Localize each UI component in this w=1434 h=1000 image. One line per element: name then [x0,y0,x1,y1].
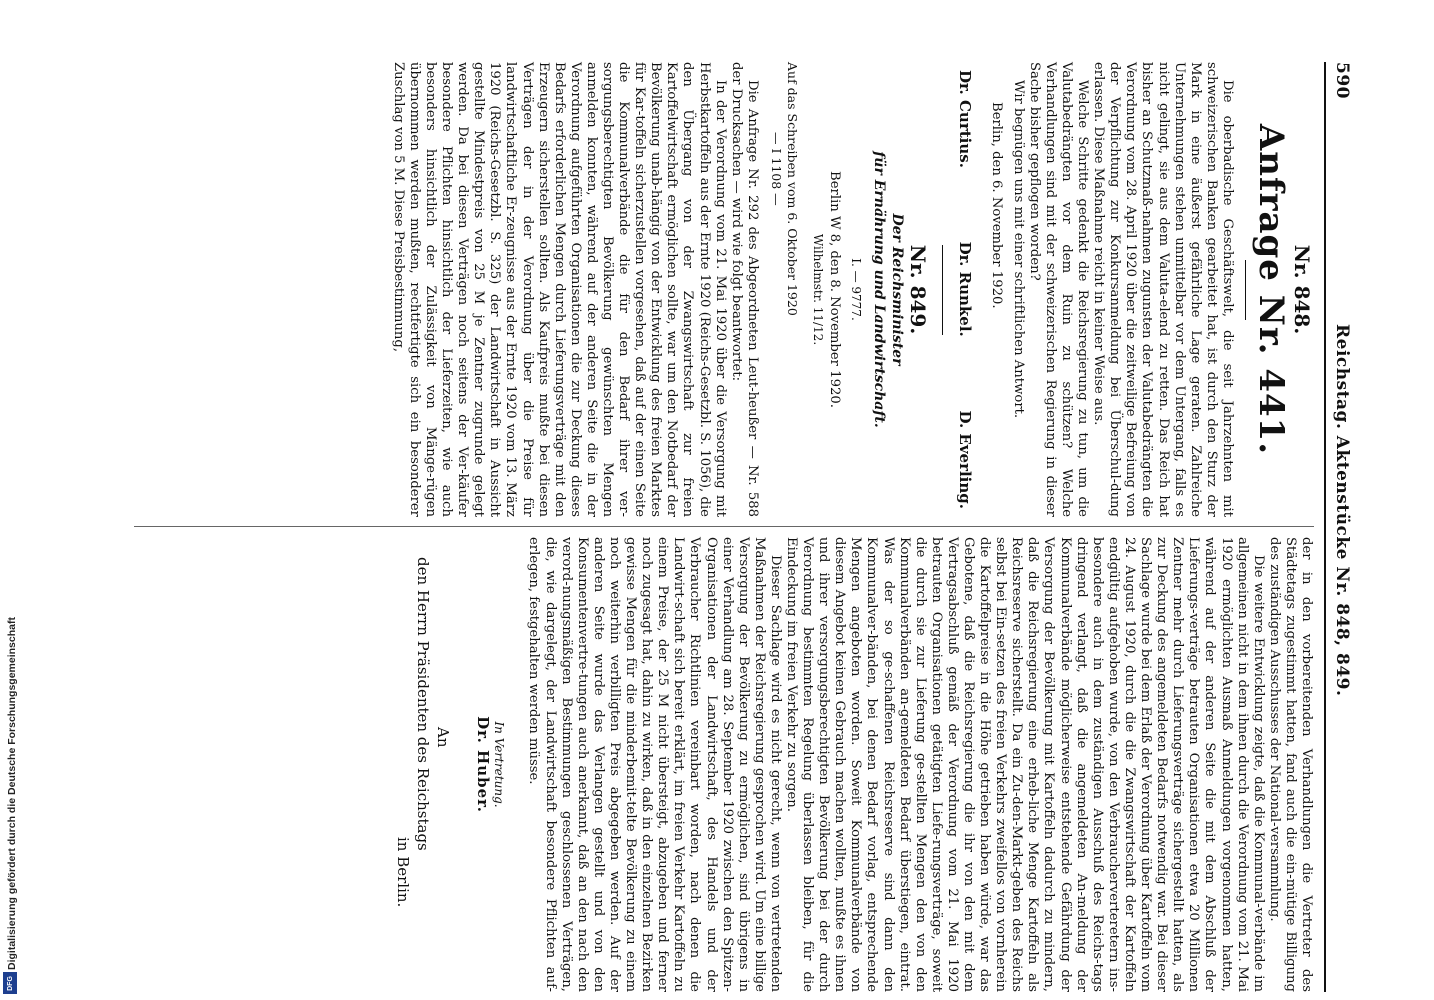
paragraph: Die oberbadische Geschäftswelt, die seit Jahrzehnten mit schweizerischen Banken gearbeitet hat, ist durch den Sturz der Mark in eine äußerst gefährliche Lage geraten. Zahlreiche Unternehmungen stehen unmittelbar vor dem Untergang, falls es nicht gelingt, sie aus dem Valuta-elend zu retten. Das Reich hat bisher an Schutzmaß-nahmen zugunsten der Valutabedrängten die Verordnung vom 28. April 1920 über die zeitweilige Befreiung von der Verpflichtung zur Konkursanmeldung bei Überschul-dung erlassen. Diese Maßnahme reicht in keiner Weise aus. [1091,62,1235,517]
divider [1245,260,1246,320]
section-number-848: Nr. 848. [1290,244,1314,335]
reference-number: I. — 9777. [849,258,864,321]
closing-signature: Dr. Huber. [474,716,493,813]
header-title: Reichstag. Aktenstücke Nr. 848, 849. [1332,324,1352,697]
reference-letter-number: — I 1108 — [768,132,784,206]
place-date: Berlin W 8, den 8. November 1920. [827,171,843,408]
running-header [1328,62,1350,992]
paragraph: Welche Schritte gedenkt die Reichsregierung zu tun, um die Valutabedrängten vor dem Ruin zu schützen? Welche Verhandlungen sind mit der schweizerischen Regierung in dieser Sache bisher gepflogen worden? [1026,62,1091,517]
column-divider [134,526,1314,527]
minister-title: Der Reichsminister [889,213,906,366]
signature: D. Everling. [956,410,975,509]
paragraph: Wir begnügen uns mit einer schriftlichen Antwort. [1010,80,1026,419]
divider [942,245,943,335]
header-rule [1324,62,1326,992]
address-line: in Berlin. [394,837,413,908]
paragraph: Die weitere Entwicklung zeigte, daß die Kommunal-verbände im allgemeinen nicht in dem ihnen durch die Verordnung vom 21. Mai 1920 ermöglichten Ausmaß Anmeldungen vorgenommen hatten, während auf der anderen Seite die mit dem Abschluß der Lieferungs-verträge betrauten Organisationen etwa 20 Millionen Zentner mehr durch Lieferungsverträge sichergestellt hatten, als zur Deckung des angemeldeten Bedarfs notwendig war. Bei dieser Sachlage wurde bei dem Erlaß der Verordnung über Kartoffeln vom 24. August 1920, durch die die Zwangswirtschaft der Kartoffeln endgültig aufgehoben wurde, von den Verbraucherverteretern ins-besondere auch in dem zuständigen Ausschuß des Reichs-tags dringend verlangt, daß die angemeldeten An-meldung der Kommunalverbände möglicherweise entstehende Gefährdung der Versorgung der Bevölkerung mit Kartoffeln dadurch zu mindern, daß die Reichsregierung eine erheb-liche Menge Kartoffeln als Reichsreserve sicherstellt. Da ein Zu-den-Markt-geben des Reichs selbst bei Ein-setzen des freien Verkehrs zweifellos von vornherein die Kartoffelpreise in die Höhe getrieben haben würde, war das Gebotene, daß die Reichsregierung die ihr von den mit dem Vertragsabschluß gemäß der Verordnung vom 21. Mai 1920 betrauten Organisationen getätigten Liefe-rungsverträge, soweit die durch sie zur Lieferung ge-stellten Mengen den von den Kommunalverbänden an-gemeldeten Bedarf überstiegen, eintrat. Was der so ge-schaffenen Reichsreserve sind dann den Kommunalver-bänden, bei denen Bedarf vorlag, entsprechende Mengen angeboten worden. Soweit Kommunalverbände von diesem Angebot keinen Gebrauch machen wollten, mußte es ihnen und ihrer versorgungsberechtigten Bevölkerung bei der durch Verordnung bestimmten Regelung überlassen bleiben, für die Eindeckung im freien Verkehr zu sorgen. [784,537,1266,992]
address-block [393,537,453,992]
paragraph: Dieser Sachlage wird es nicht gerecht, wenn von vertretenden Maßnahmen der Reichsregierung gesprochen wird. Um eine billige Versorgung der Bevölkerung zu ermöglichen, sind übrigens in einer Verhandlung am 28. September 1920 zwischen den Spitzen-Organisationen der Landwirtschaft, des Handels und der Verbraucher Richtlinien vereinbart worden, nach denen die Landwirt-schaft sich bereit erklärt, im freien Verkehr Kartoffeln zu einem Preise, der 25 M nicht übersteigt, abzugeben und ferner noch zugesagt hat, dahin zu wirken, daß in den einzelnen Bezirken gewisse Mengen für die minderbemit-telte Bevölkerung zu einem noch weiterhin verbilligten Preis abgegeben werden. Auf der anderen Seite wurde das Verlangen gestellt und von den Konsumentenvertre-tungen auch anerkannt, daß an den nach den verord-nungsmäßigen Bestimmungen geschlossenen Verträgen, die, wie dargelegt, der Landwirtschaft besondere Pflichten auf-erlegen, festgehalten werden müsse. [526,537,783,992]
inquiry-title: Anfrage Nr. 441. [1250,123,1291,456]
funding-note [6,610,18,995]
right-column [393,537,1314,992]
section-number-849: Nr. 849. [906,244,931,335]
signatures [957,62,973,517]
page-number: 590 [1332,62,1352,99]
signature: Dr. Curtius. [956,70,975,168]
address-line: den Herrn Präsidenten des Reichstags [414,557,433,851]
paragraph: In der Verordnung vom 21. Mai 1920 über die Versorgung mit Herbstkartoffeln aus der Ernte 1920 (Reichs-Gesetzbl. S. 1056), die den Übergang von der Zwangswirtschaft zur freien Kartoffelwirtschaft ermöglichen sollte, war um den Notbedarf der Bevölkerung unab-hängig von der Entwicklung des freien Marktes für Kar-toffeln sicherzustellen vorgesehen, daß auf der einen Seite die Kommunalverbände die für den Bedarf ihrer ver-sorgungsberechtigten Bevölkerung gewünschten Mengen anmelden konnten, während auf der anderen Seite die in der Verordnung aufgeführten Organisationen die zur Deckung dieses Bedarfs erforderlichen Mengen durch Lieferungsverträge mit den Erzeugern sicherstellen sollten. Als Kaufpreis mußte bei diesen Verträgen der in der Verordnung über die Preise für landwirtschaftliche Er-zeugnisse aus der Ernte 1920 vom 13. März 1920 (Reichs-Gesetzbl. S. 325) der Landwirtschaft in Aussicht gestellte Mindestpreis von 25 M je Zentner zugrunde gelegt werden. Da bei diesen Verträgen noch seitens der Ver-käufer besondere Pflichten hinsichtlich der Lieferzeiten, wie auch besonders hinsichtlich der Zulässigkeit von Mänge-rügen übernommen werden mußten, rechtfertigte sich ein besonderer Zuschlag von 5 M. Diese Preisbestimmung, [390,62,728,517]
closing [475,537,507,992]
closing-note: In Vertretung. [492,721,507,808]
minister-title: für Ernährung und Landwirtschaft. [871,151,888,428]
reference-letter: Auf das Schreiben vom 6. Oktober 1920 [785,62,801,316]
signature: Dr. Runkel. [956,241,975,337]
dfg-logo-text: DFG [6,975,14,991]
dfg-logo-icon [3,972,17,994]
paragraph: der in den vorbereitenden Verhandlungen die Vertreter des Städtetags zugestimmt hatten, fand auch die ein-mütige Billigung des zuständigen Ausschusses der National-versammlung. [1266,537,1314,992]
left-column [390,62,1314,517]
address-line: An [434,727,453,748]
street-address: Wilhelmstr. 11/12. [811,233,826,346]
funding-note-text: Digitalisierung gefördert durch die Deutsche Forschungsgemeinschaft [6,617,18,970]
date-line: Berlin, den 6. November 1920. [988,102,1004,309]
document-page [85,62,1350,992]
paragraph: Die Anfrage Nr. 292 des Abgeordneten Leut-heußer — Nr. 588 der Drucksachen — wird wie folgt beantwortet: [728,62,760,517]
